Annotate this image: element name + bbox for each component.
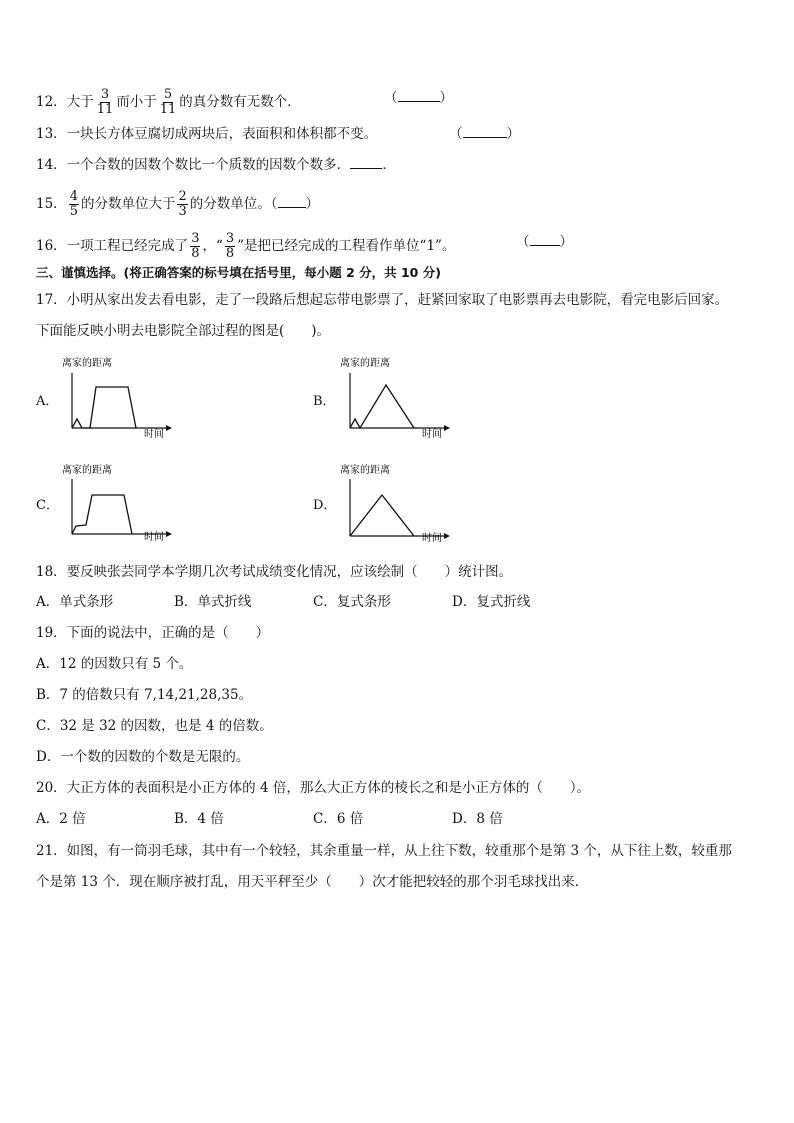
q19-option-a[interactable]: A．12 的因数只有 5 个。 <box>36 656 193 672</box>
graph-d-xlabel: 时间 <box>422 533 442 544</box>
graph-d[interactable] <box>336 459 461 544</box>
graph-c-ylabel: 离家的距离 <box>62 465 112 476</box>
fraction-3-8-a: $\frac{3}{8}$ <box>191 231 200 261</box>
fraction-3-8-b: $\frac{3}{8}$ <box>225 231 235 261</box>
q20-option-b[interactable]: B．4 倍 <box>174 811 224 827</box>
question-17-line-1: 17．小明从家出发去看电影，走了一段路后想起忘带电影票了，赶紧回家取了电影票再去电影院，看完电影后回家。 <box>36 292 729 308</box>
fraction-2-3: $\frac{2}{3}$ <box>178 189 187 219</box>
q18-option-d[interactable]: D．复式折线 <box>452 594 531 610</box>
graph-a[interactable] <box>58 355 183 440</box>
graph-b[interactable] <box>336 355 461 440</box>
graph-a-line <box>72 387 136 428</box>
graph-a-arrow <box>166 425 172 431</box>
question-15: 15． $\frac{4}{5}$ 的分数单位大于 $\frac{2}{3}$ 的分数单位。（ ） <box>36 189 319 219</box>
graph-b-line <box>350 385 414 428</box>
answer-paren-13[interactable]: （ ） <box>449 126 520 142</box>
option-c-label[interactable]: C． <box>36 498 59 513</box>
question-14: 14．一个合数的因数个数比一个质数的因数个数多． ． <box>36 157 396 173</box>
q19-option-b[interactable]: B．7 的倍数只有 7,14,21,28,35。 <box>36 687 253 703</box>
answer-paren-16[interactable]: （ ） <box>516 234 573 250</box>
answer-blank-14[interactable] <box>350 168 382 169</box>
q18-option-b[interactable]: B．单式折线 <box>174 594 252 610</box>
fraction-3-11: $\frac{3}{11}$ <box>96 87 114 117</box>
graph-b-xlabel: 时间 <box>422 429 442 440</box>
question-18: 18．要反映张芸同学本学期几次考试成绩变化情况，应该绘制（ ）统计图。 <box>36 564 513 580</box>
graph-d-line <box>350 495 414 536</box>
graph-c-line <box>72 495 132 534</box>
graph-b-ylabel: 离家的距离 <box>340 358 390 369</box>
q18-option-a[interactable]: A．单式条形 <box>36 594 114 610</box>
option-a-label[interactable]: A． <box>36 394 59 409</box>
question-13: 13．一块长方体豆腐切成两块后，表面积和体积都不变。 <box>36 126 378 142</box>
graph-c-arrow <box>166 531 172 537</box>
q19-option-d[interactable]: D．一个数的因数的个数是无限的。 <box>36 749 250 765</box>
graph-c-xlabel: 时间 <box>144 532 164 543</box>
q20-option-d[interactable]: D．8 倍 <box>452 811 503 827</box>
fraction-4-5: $\frac{4}{5}$ <box>69 189 78 219</box>
option-b-label[interactable]: B． <box>313 394 336 409</box>
answer-blank-15[interactable] <box>278 207 306 208</box>
graph-d-arrow <box>444 533 450 539</box>
question-17-line-2: 下面能反映小明去电影院全部过程的图是( )。 <box>36 323 331 339</box>
answer-paren-12[interactable]: （ ） <box>384 90 453 106</box>
question-21-line-2: 个是第 13 个．现在顺序被打乱，用天平秤至少（ ）次才能把较轻的那个羽毛球找出来． <box>36 874 589 890</box>
graph-a-ylabel: 离家的距离 <box>62 358 112 369</box>
option-d-label[interactable]: D． <box>313 498 337 513</box>
graph-b-arrow <box>444 425 450 431</box>
question-20: 20．大正方体的表面积是小正方体的 4 倍，那么大正方体的棱长之和是小正方体的（ ）。 <box>36 780 591 796</box>
graph-c[interactable] <box>58 459 183 544</box>
question-16: 16．一项工程已经完成了 $\frac{3}{8}$ ，“ $\frac{3}{8}$ ”是把已经完成的工程看作单位“1”。 <box>36 231 456 261</box>
section-3-heading: 三、谨慎选择。(将正确答案的标号填在括号里，每小题 2 分，共 10 分) <box>36 265 441 280</box>
q19-option-c[interactable]: C．32 是 32 的因数，也是 4 的倍数。 <box>36 718 273 734</box>
question-19: 19．下面的说法中，正确的是（ ） <box>36 625 270 641</box>
graph-d-ylabel: 离家的距离 <box>340 465 390 476</box>
question-12: 12．大于 $\frac{3}{11}$ 而小于 $\frac{5}{11}$ 的真分数有无数个． <box>36 87 301 117</box>
graph-a-xlabel: 时间 <box>144 429 164 440</box>
question-21-line-1: 21．如图，有一筒羽毛球，其中有一个较轻，其余重量一样，从上往下数，较重那个是第 3 个，从下往上数，较重那 <box>36 843 732 859</box>
q20-option-a[interactable]: A．2 倍 <box>36 811 86 827</box>
q18-option-c[interactable]: C．复式条形 <box>313 594 391 610</box>
q20-option-c[interactable]: C．6 倍 <box>313 811 364 827</box>
fraction-5-11: $\frac{5}{11}$ <box>159 87 177 117</box>
